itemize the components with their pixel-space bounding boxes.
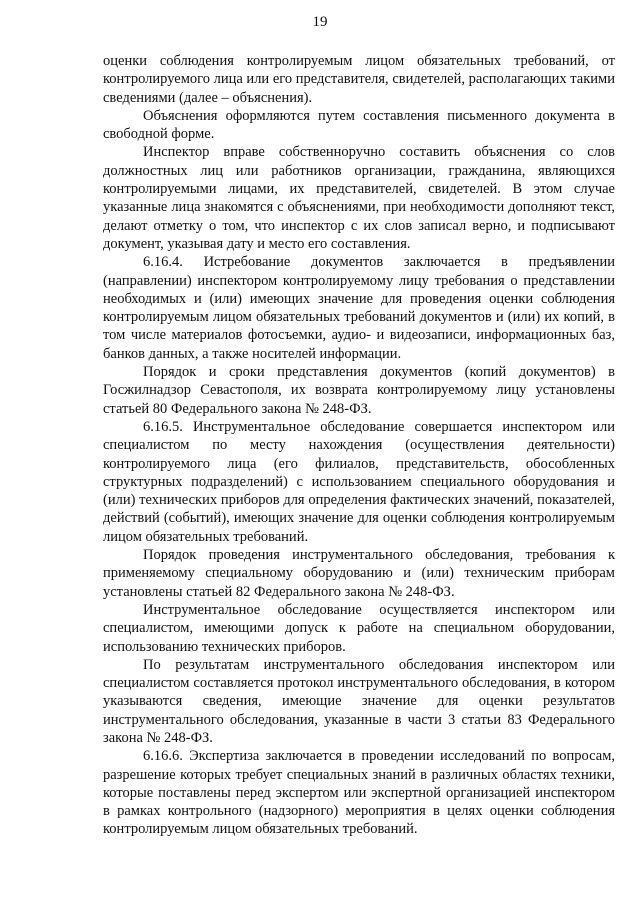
paragraph: 6.16.5. Инструментальное обследование совершается инспектором или специалистом по месту нахождения (осуществления деятельности) контролируемого лица (его филиалов, представительств, обособленных структурных подразделений) с использованием специального оборудования и (или) технических приборов для определения фактических значений, показателей, действий (событий), имеющих значение для оценки соблюдения контролируемым лицом обязательных требований. <box>103 418 615 545</box>
paragraph: Объяснения оформляются путем составления письменного документа в свободной форме. <box>103 107 615 143</box>
paragraph: Инспектор вправе собственноручно составить объяснения со слов должностных лиц или работников организации, гражданина, являющихся контролируемыми лицами, их представителей, свидетелей. В этом случае указанные лица знакомятся с объяснениями, при необходимости дополняют текст, делают отметку о том, что инспектор с их слов записал верно, и подписывают документ, указывая дату и место его составления. <box>103 144 615 252</box>
paragraph: 6.16.4. Истребование документов заключается в предъявлении (направлении) инспектором контролируемому лицу требования о представлении необходимых и (или) имеющих значение для проведения оценки соблюдения контролируемым лицом обязательных требований документов и (или) их копий, в том числе материалов фотосъемки, аудио- и видеозаписи, информационных баз, банков данных, а также носителей информации. <box>103 254 615 362</box>
paragraph: Порядок и сроки представления документов (копий документов) в Госжилнадзор Севастополя, их возврата контролируемому лицу установлены статьей 80 Федерального закона № 248-ФЗ. <box>103 364 615 417</box>
paragraph: оценки соблюдения контролируемым лицом обязательных требований, от контролируемого лица или его представителя, свидетелей, располагающих такими сведениями (далее – объяснения). <box>103 53 615 106</box>
paragraph: 6.16.6. Экспертиза заключается в проведении исследований по вопросам, разрешение которых требует специальных знаний в различных областях техники, которые поставлены перед экспертом или экспертной организацией инспектором в рамках контрольного (надзорного) мероприятия в целях оценки соблюдения контролируемым лицом обязательных требований. <box>103 748 615 838</box>
page-number: 19 <box>312 14 328 30</box>
paragraph: Порядок проведения инструментального обследования, требования к применяемому специальному оборудованию и (или) техническим приборам установлены статьей 82 Федерального закона № 248-ФЗ. <box>103 547 615 600</box>
document-body <box>103 52 615 839</box>
paragraph: Инструментальное обследование осуществляется инспектором или специалистом, имеющими допуск к работе на специальном оборудовании, использованию технических приборов. <box>103 601 615 655</box>
paragraph: По результатам инструментального обследования инспектором или специалистом составляется протокол инструментального обследования, в котором указываются сведения, имеющие значение для оценки результатов инструментального обследования, указанные в части 3 статьи 83 Федерального закона № 248-ФЗ. <box>103 656 615 746</box>
